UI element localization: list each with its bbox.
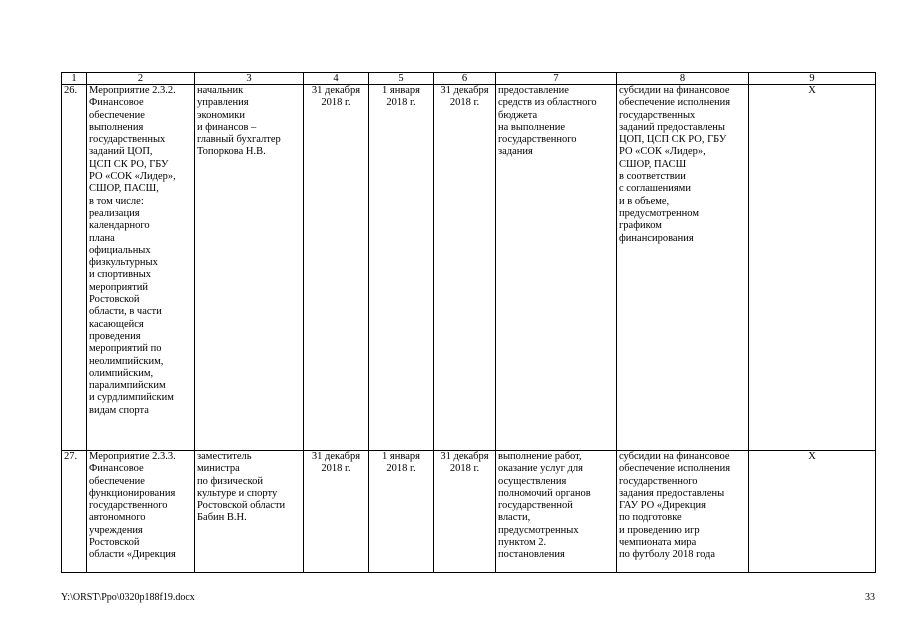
responsible-cell: начальник управления экономики и финансов – главный бухгалтер Топоркова Н.В. bbox=[195, 85, 304, 451]
activity-cell: Мероприятие 2.3.2. Финансовое обеспечение выполнения государственных заданий ЦОП, ЦСП СК РО, ГБУ РО «СОК «Лидер», СШОР, ПАСШ, в том числе: реализация календарного плана официальных физкультурных и спортивных мероприятий Ростовской области, в части касающейся проведения мероприятий по неолимпийским, олимпийским, паралимпийским и сурдлимпийским видам спорта bbox=[87, 85, 195, 451]
table-header-row bbox=[62, 73, 876, 85]
column-number: 2 bbox=[87, 73, 195, 85]
page-number: 33 bbox=[865, 592, 875, 603]
result-cell: субсидии на финансовое обеспечение исполнения государственного задания предоставлены ГАУ РО «Дирекция по подготовке и проведению игр чемпионата мира по футболу 2018 года bbox=[617, 451, 749, 573]
table-row bbox=[62, 451, 876, 573]
column-number: 5 bbox=[369, 73, 434, 85]
column-number: 3 bbox=[195, 73, 304, 85]
column-number: 9 bbox=[749, 73, 876, 85]
column-number: 1 bbox=[62, 73, 87, 85]
footer-file-path: Y:\ORST\Ppo\0320p188f19.docx bbox=[61, 592, 195, 603]
mark-cell: Х bbox=[749, 85, 876, 451]
date-cell: 31 декабря 2018 г. bbox=[434, 85, 496, 451]
activity-cell: Мероприятие 2.3.3. Финансовое обеспечение функционирования государственного автономного учреждения Ростовской области «Дирекция bbox=[87, 451, 195, 573]
responsible-cell: заместитель министра по физической культуре и спорту Ростовской области Бабин В.Н. bbox=[195, 451, 304, 573]
column-number: 7 bbox=[496, 73, 617, 85]
date-cell: 31 декабря 2018 г. bbox=[304, 85, 369, 451]
column-number: 6 bbox=[434, 73, 496, 85]
date-cell: 1 января 2018 г. bbox=[369, 85, 434, 451]
date-cell: 31 декабря 2018 г. bbox=[434, 451, 496, 573]
row-number: 27. bbox=[62, 451, 87, 573]
event-cell: предоставление средств из областного бюджета на выполнение государственного задания bbox=[496, 85, 617, 451]
date-cell: 31 декабря 2018 г. bbox=[304, 451, 369, 573]
document-table bbox=[61, 72, 876, 573]
column-number: 8 bbox=[617, 73, 749, 85]
table-row bbox=[62, 85, 876, 451]
mark-cell: Х bbox=[749, 451, 876, 573]
column-number: 4 bbox=[304, 73, 369, 85]
event-cell: выполнение работ, оказание услуг для осуществления полномочий органов государственной власти, предусмотренных пунктом 2. постановления bbox=[496, 451, 617, 573]
date-cell: 1 января 2018 г. bbox=[369, 451, 434, 573]
result-cell: субсидии на финансовое обеспечение исполнения государственных заданий предоставлены ЦОП, ЦСП СК РО, ГБУ РО «СОК «Лидер», СШОР, ПАСШ в соответствии с соглашениями и в объеме, предусмотренном графиком финансирования bbox=[617, 85, 749, 451]
row-number: 26. bbox=[62, 85, 87, 451]
